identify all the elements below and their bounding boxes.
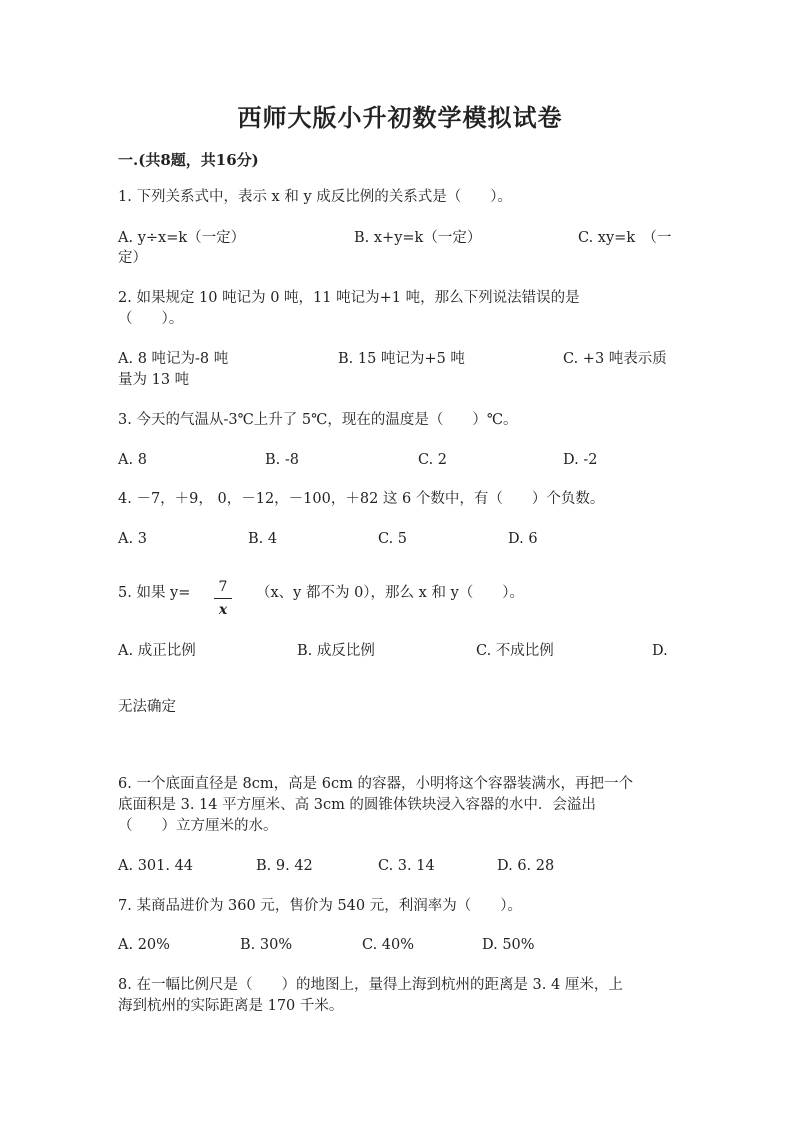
question-5-option-d-wrap: 无法确定 — [118, 699, 176, 715]
question-3-option-a: A. 8 — [118, 452, 147, 468]
fraction-bar — [214, 598, 232, 599]
question-3-option-d: D. -2 — [563, 452, 598, 468]
fraction-numerator: 7 — [218, 579, 228, 595]
question-3-stem: 3. 今天的气温从-3℃上升了 5℃，现在的温度是（ ）℃。 — [118, 412, 518, 428]
question-7-option-a: A. 20% — [118, 937, 170, 953]
question-2-stem-wrap: （ ）。 — [118, 311, 184, 327]
question-4-stem: 4. －7，＋9， 0，－12，－100，＋82 这 6 个数中，有（ ）个负数。 — [118, 491, 605, 507]
question-5-option-c: C. 不成比例 — [476, 643, 554, 659]
question-1-option-b: B. x+y=k（一定） — [354, 230, 482, 246]
question-7-option-c: C. 40% — [362, 937, 415, 953]
fraction-denominator: x — [218, 602, 228, 618]
question-8-stem-line-2: 海到杭州的实际距离是 170 千米。 — [118, 998, 344, 1014]
question-6-option-c: C. 3. 14 — [378, 858, 435, 874]
question-5-option-b: B. 成反比例 — [297, 643, 375, 659]
question-5-stem-suffix: （x、y 都不为 0），那么 x 和 y（ ）。 — [256, 585, 525, 601]
question-2-option-c-wrap: 量为 13 吨 — [118, 372, 190, 388]
question-3-option-b: B. -8 — [265, 452, 299, 468]
question-6-option-b: B. 9. 42 — [256, 858, 313, 874]
question-8-stem-line-1: 8. 在一幅比例尺是（ ）的地图上，量得上海到杭州的距离是 3. 4 厘米，上 — [118, 977, 623, 993]
question-6-option-a: A. 301. 44 — [118, 858, 194, 874]
question-6-option-d: D. 6. 28 — [497, 858, 555, 874]
question-7-option-d: D. 50% — [482, 937, 535, 953]
question-1-stem: 1. 下列关系式中，表示 x 和 y 成反比例的关系式是（ ）。 — [118, 189, 512, 205]
question-1-option-c: C. xy=k （一 — [578, 230, 672, 246]
question-2-option-a: A. 8 吨记为-8 吨 — [118, 351, 229, 367]
page-title: 西师大版小升初数学模拟试卷 — [237, 103, 563, 132]
question-5-option-a: A. 成正比例 — [118, 643, 196, 659]
question-4-option-c: C. 5 — [378, 531, 408, 547]
question-4-option-b: B. 4 — [248, 531, 278, 547]
question-7-stem: 7. 某商品进价为 360 元，售价为 540 元，利润率为（ ）。 — [118, 898, 522, 914]
question-3-option-c: C. 2 — [418, 452, 448, 468]
question-4-option-a: A. 3 — [118, 531, 147, 547]
question-6-stem-line-3: （ ）立方厘米的水。 — [118, 818, 278, 834]
question-2-stem: 2. 如果规定 10 吨记为 0 吨，11 吨记为+1 吨，那么下列说法错误的是 — [118, 290, 580, 306]
question-6-stem-line-2: 底面积是 3. 14 平方厘米、高 3cm 的圆锥体铁块浸入容器的水中．会溢出 — [118, 797, 596, 813]
question-1-option-a: A. y÷x=k（一定） — [118, 230, 246, 246]
question-7-option-b: B. 30% — [240, 937, 293, 953]
question-2-option-b: B. 15 吨记为+5 吨 — [338, 351, 465, 367]
question-5-stem-prefix: 5. 如果 y= — [118, 585, 191, 601]
section-heading: 一.(共8题，共16分) — [118, 151, 259, 169]
fraction-7-over-x — [214, 578, 232, 619]
question-6-stem-line-1: 6. 一个底面直径是 8cm，高是 6cm 的容器，小明将这个容器装满水，再把一个 — [118, 776, 633, 792]
question-5-option-d: D. — [652, 643, 668, 659]
question-1-option-c-wrap: 定） — [118, 250, 147, 266]
question-2-option-c: C. +3 吨表示质 — [563, 351, 667, 367]
question-4-option-d: D. 6 — [508, 531, 538, 547]
